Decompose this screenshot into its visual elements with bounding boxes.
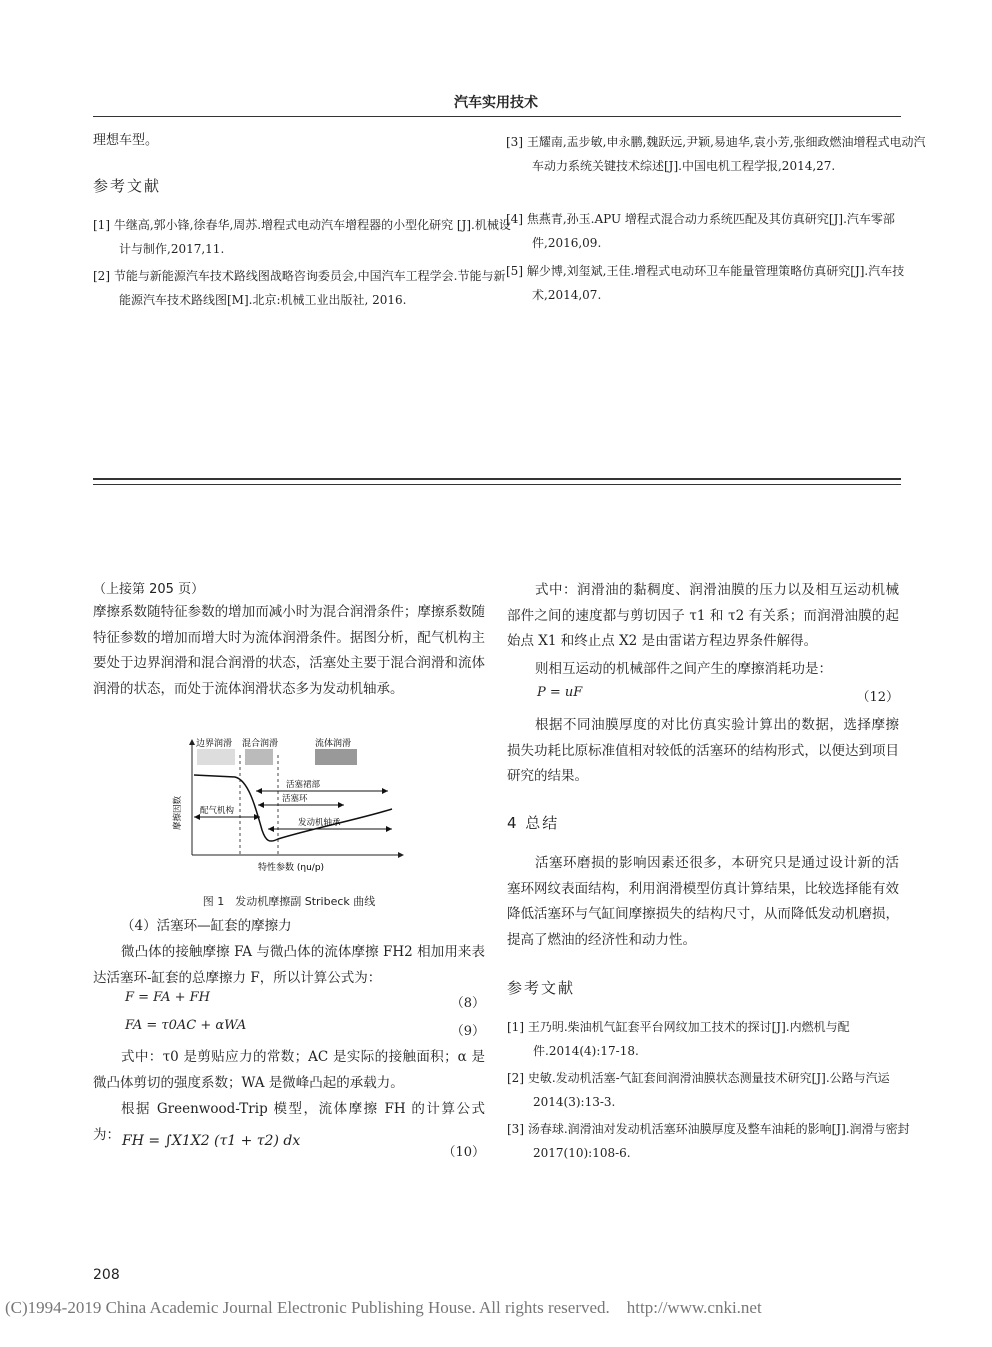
paragraph: 式中：润滑油的黏稠度、润滑油膜的压力以及相互运动机械部件之间的速度都与剪切因子 τ1 和 τ2 有关系；而润滑油膜的起始点 X1 和终止点 X2 是由雷诺方程边界条件解得。 bbox=[507, 582, 899, 649]
regime-label-fluid: 流体润滑 bbox=[315, 739, 352, 749]
equation-10: FH = ∫X1X2 (τ1 + τ2) dx bbox=[122, 1133, 301, 1149]
figure-caption: 图 1 发动机摩擦副 Stribeck 曲线 bbox=[202, 895, 376, 908]
copyright-footer: (C)1994-2019 China Academic Journal Electronic Publishing House. All rights reserved. http://www.cnki.net bbox=[5, 1298, 762, 1317]
equation-8: F = FA + FH bbox=[125, 990, 210, 1005]
top-left-heading: 参考文献 bbox=[93, 177, 162, 195]
ref-item: [2] 史敏.发动机活塞-气缸套间润滑油膜状态测量技术研究[J].公路与汽运 2014(3):13-3. bbox=[507, 1071, 890, 1109]
range-label-ring: 活塞环 bbox=[282, 794, 308, 804]
subheading: （4）活塞环—缸套的摩擦力 bbox=[121, 918, 292, 934]
ref-item: [5] 解少博,刘玺斌,王佳.增程式电动环卫车能量管理策略仿真研究[J].汽车技术,2014,07. bbox=[506, 264, 905, 302]
top-left-lead: 理想车型。 bbox=[93, 133, 159, 148]
paragraph: 摩擦系数随特征参数的增加而减小时为混合润滑条件；摩擦系数随特征参数的增加而增大时为流体润滑条件。据图分析，配气机构主要处于边界润滑和混合润滑的状态，活塞处主要于混合润滑和流体润滑的状态，而处于流体润滑状态多为发动机轴承。 bbox=[93, 604, 485, 697]
equation-number: （12） bbox=[856, 690, 899, 705]
regime-texture-mixed bbox=[245, 749, 273, 765]
regime-label-mixed: 混合润滑 bbox=[242, 739, 279, 749]
range-label-bearing: 发动机轴承 bbox=[298, 818, 341, 828]
regime-texture-boundary bbox=[197, 749, 235, 765]
paragraph: 根据不同油膜厚度的对比仿真实验计算出的数据，选择摩擦损失功耗比原标准值相对较低的活塞环的结构形式，以便达到项目研究的结果。 bbox=[507, 717, 899, 784]
paragraph: 根据 Greenwood-Trip 模型，流体摩擦 FH 的计算公式为： bbox=[93, 1101, 485, 1143]
equation-number: （9） bbox=[450, 1024, 485, 1039]
paragraph: 则相互运动的机械部件之间产生的摩擦消耗功是： bbox=[535, 661, 832, 677]
paragraph: 活塞环磨损的影响因素还很多，本研究只是通过设计新的活塞环网纹表面结构，利用润滑模型仿真计算结果，比较选择能有效降低活塞环与气缸间摩擦损失的结构尺寸，从而降低发动机磨损，提高了燃油的经济性和动力性。 bbox=[507, 855, 899, 948]
running-header: 汽车实用技术 bbox=[454, 95, 538, 111]
section-rule-thin bbox=[93, 484, 901, 485]
regime-texture-fluid bbox=[315, 749, 357, 765]
paragraph: 式中：τ0 是剪贴应力的常数；AC 是实际的接触面积；α 是微凸体剪切的强度系数；WA 是微峰凸起的承载力。 bbox=[93, 1049, 485, 1091]
section-rule-thick bbox=[93, 478, 901, 480]
ref-item: [4] 焦燕青,孙玉.APU 增程式混合动力系统匹配及其仿真研究[J].汽车零部件,2016,09. bbox=[506, 212, 895, 250]
range-label-valvetrain: 配气机构 bbox=[200, 806, 235, 816]
range-label-skirt: 活塞裙部 bbox=[286, 780, 321, 790]
ref-item: [1] 王乃明.柴油机气缸套平台网纹加工技术的探讨[J].内燃机与配件.2014(4):17-18. bbox=[507, 1020, 850, 1058]
equation-number: （10） bbox=[442, 1145, 485, 1160]
section-heading: 4 总结 bbox=[507, 814, 560, 832]
ref-item: [3] 王耀南,盂步敏,申永鹏,魏跃远,尹颖,易迪华,袁小芳,张细政燃油增程式电动汽车动力系统关键技术综述[J].中国电机工程学报,2014,27. bbox=[506, 135, 926, 173]
y-axis-arrow bbox=[189, 739, 195, 745]
continued-note: （上接第 205 页） bbox=[93, 582, 205, 597]
paragraph: 微凸体的接触摩擦 FA 与微凸体的流体摩擦 FH2 相加用来表达活塞环-缸套的总摩擦力 F，所以计算公式为： bbox=[93, 944, 485, 986]
stribeck-figure bbox=[160, 735, 410, 875]
equation-number: （8） bbox=[450, 996, 485, 1011]
regime-label-boundary: 边界润滑 bbox=[196, 739, 233, 749]
ref-item: [2] 节能与新能源汽车技术路线图战略咨询委员会,中国汽车工程学会.节能与新能源汽车技术路线图[M].北京:机械工业出版社, 2016. bbox=[93, 269, 506, 307]
ref-item: [1] 牛继高,郭小锋,徐春华,周苏.增程式电动汽车增程器的小型化研究 [J].机械设计与制作,2017,11. bbox=[93, 218, 511, 256]
x-axis-arrow bbox=[398, 852, 404, 858]
x-axis-label: 特性参数 (ηu/p) bbox=[258, 863, 325, 873]
equation-9: FA = τ0AC + αWA bbox=[125, 1018, 247, 1033]
ref-item: [3] 汤春球.润滑油对发动机活塞环油膜厚度及整车油耗的影响[J].润滑与密封 2017(10):108-6. bbox=[507, 1122, 910, 1160]
header-rule bbox=[93, 116, 901, 117]
y-axis-label: 摩擦因数 bbox=[173, 795, 183, 830]
page-number: 208 bbox=[93, 1267, 120, 1283]
references-heading: 参考文献 bbox=[507, 979, 576, 997]
equation-12: P = uF bbox=[537, 685, 583, 700]
